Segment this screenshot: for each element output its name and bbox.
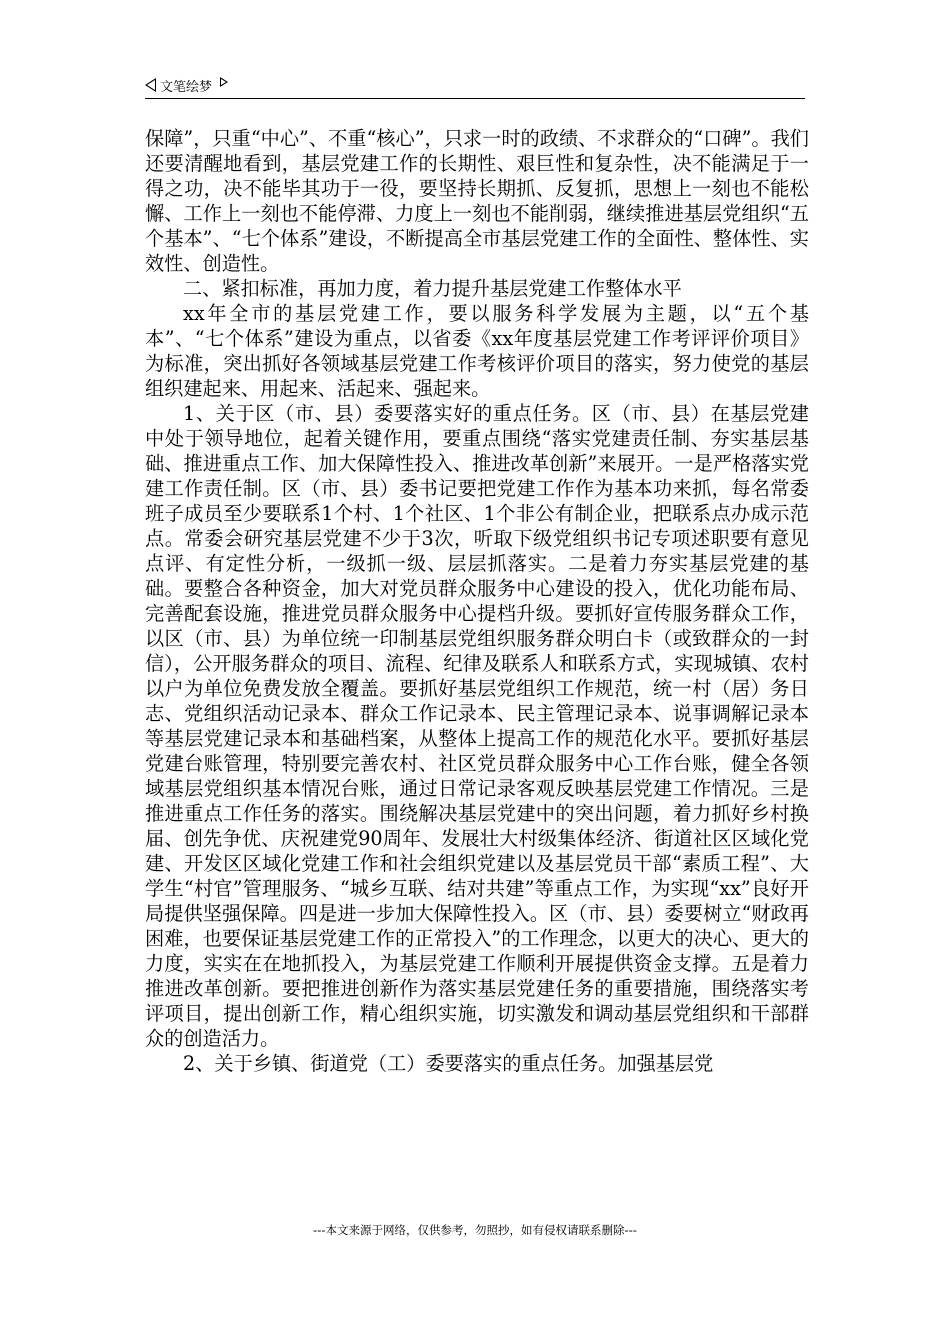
triangle-right-icon	[220, 77, 228, 87]
paragraph: 2、关于乡镇、街道党（工）委要落实的重点任务。加强基层党	[183, 1052, 714, 1075]
paragraph: 1、关于区（市、县）委要落实好的重点任务。区（市、县）在基层党建中处于领导地位，起着关键作用，要重点围绕“落实党建责任制、夯实基层基础、推进重点工作、加大保障性投入、推进改革创新”来展开。一是严格落实党建工作责任制。区（市、县）委书记要把党建工作作为基本功来抓，每名常委班子成员至少要联系1个村、1个社区、1个非公有制企业，把联系点办成示范点。常委会研究基层党建不少于3次，听取下级党组织书记专项述职要有意见点评、有定性分析，一级抓一级、层层抓落实。二是着力夯实基层党建的基础。要整合各种资金，加大对党员群众服务中心建设的投入，优化功能布局、完善配套设施，推进党员群众服务中心提档升级。要抓好宣传服务群众工作，以区（市、县）为单位统一印制基层党组织服务群众明白卡（或致群众的一封信），公开服务群众的项目、流程、纪律及联系人和联系方式，实现城镇、农村以户为单位免费发放全覆盖。要抓好基层党组织工作规范，统一村（居）务日志、党组织活动记录本、群众工作记录本、民主管理记录本、说事调解记录本等基层党建记录本和基础档案，从整体上提高工作的规范化水平。要抓好基层党建台账管理，特别要完善农村、社区党员群众服务中心工作台账，健全各领域基层党组织基本情况台账，通过日常记录客观反映基层党建工作情况。三是推进重点工作任务的落实。围绕解决基层党建中的突出问题，着力抓好乡村换届、创先争优、庆祝建党90周年、发展壮大村级集体经济、街道社区区域化党建、开发区区域化党建工作和社会组织党建以及基层党员干部“素质工程”、大学生“村官”管理服务、“城乡互联、结对共建”等重点工作，为实现“xx”良好开局提供坚强保障。四是进一步加大保障性投入。区（市、县）委要树立“财政再困难，也要保证基层党建工作的正常投入”的工作理念，以更大的决心、更大的力度，实实在在地抓投入，为基层党建工作顺利开展提供资金支撑。五是着力推进改革创新。要把推进创新作为落实基层党建任务的重要措施，围绕落实考评项目，提出创新工作，精心组织实施，切实激发和调动基层党组织和干部群众的创造活力。	[145, 402, 809, 1050]
paragraph: 保障”，只重“中心”、不重“核心”，只求一时的政绩、不求群众的“口碑”。我们还要清醒地看到，基层党建工作的长期性、艰巨性和复杂性，决不能满足于一得之功，决不能毕其功于一役，要坚持长期抓、反复抓，思想上一刻也不能松懈、工作上一刻也不能停滞、力度上一刻也不能削弱，继续推进基层党组织“五个基本”、“七个体系”建设，不断提高全市基层党建工作的全面性、整体性、实效性、创造性。	[145, 127, 809, 275]
section-heading: 二、紧扣标准，再加力度，着力提升基层党建工作整体水平	[183, 277, 682, 300]
document-body	[145, 126, 809, 1076]
triangle-left-icon	[145, 78, 156, 92]
paragraph: xx年全市的基层党建工作，要以服务科学发展为主题，以“五个基本”、“七个体系”建设为重点，以省委《xx年度基层党建工作考评评价项目》为标准，突出抓好各领域基层党建工作考核评价项目的落实，努力使党的基层组织建起来、用起来、活起来、强起来。	[145, 302, 809, 400]
header-title: 文笔绘梦	[160, 79, 213, 95]
page-header	[145, 72, 805, 99]
page-footer-disclaimer: ---本文来源于网络，仅供参考，勿照抄，如有侵权请联系删除---	[313, 1223, 637, 1237]
